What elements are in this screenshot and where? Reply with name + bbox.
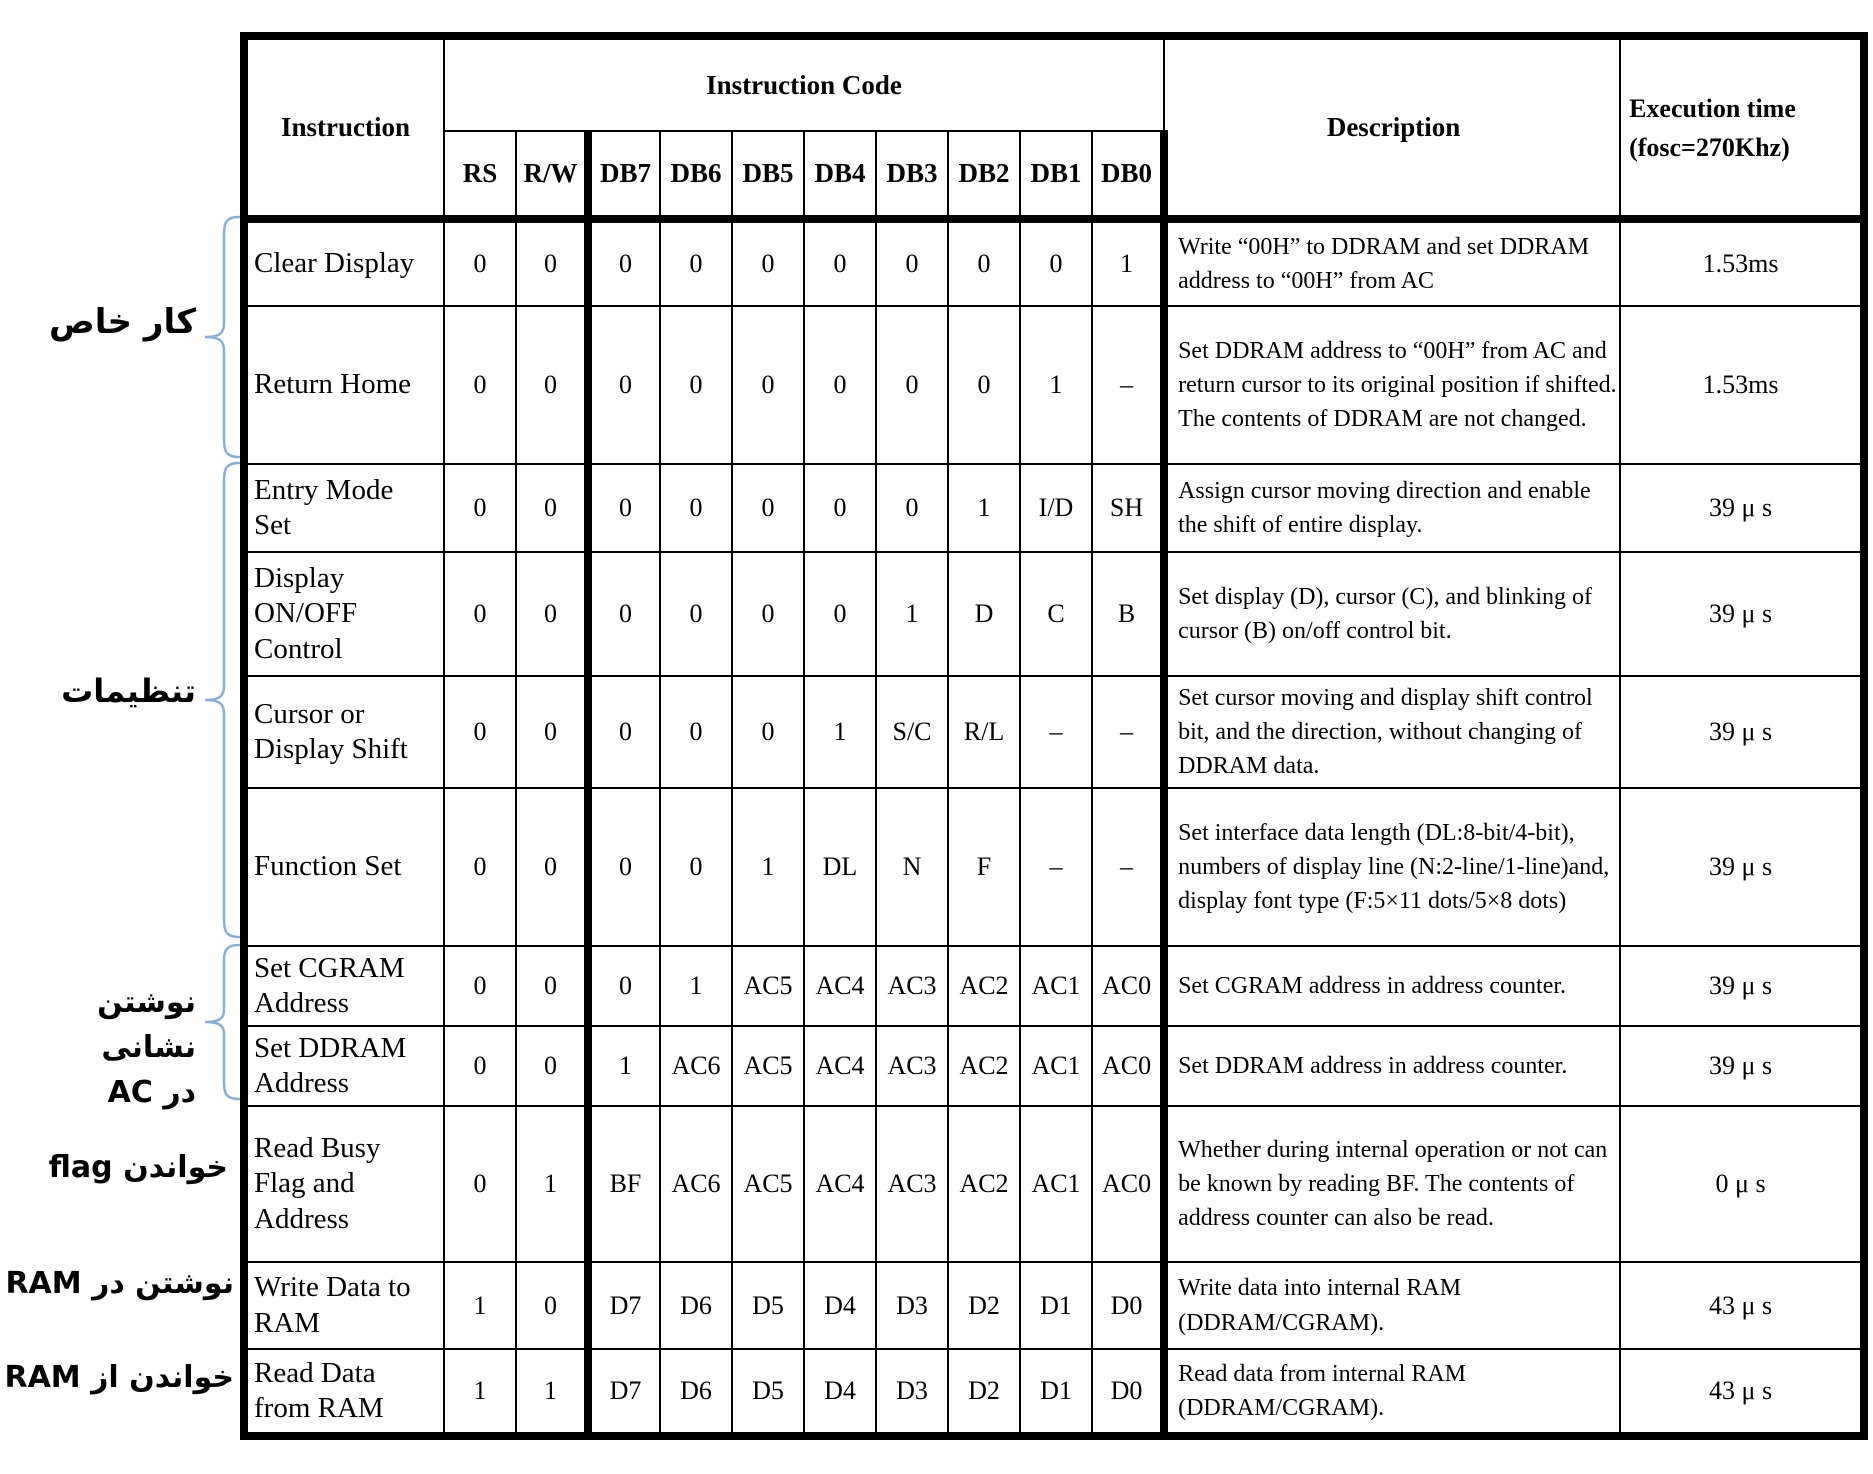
description-cell: Whether during internal operation or not can be known by reading BF. The contents of address counter can also be read.	[1164, 1106, 1620, 1262]
bit-db3: D3	[876, 1262, 948, 1349]
instruction-name: Read Data from RAM	[244, 1349, 444, 1436]
bit-db4: 0	[804, 552, 876, 676]
bit-db5: 1	[732, 788, 804, 946]
bit-db0: –	[1092, 306, 1164, 464]
bit-db1: AC1	[1020, 1026, 1092, 1106]
bit-rw: 0	[516, 946, 588, 1026]
bit-db5: 0	[732, 552, 804, 676]
bit-db7: 0	[588, 552, 660, 676]
bit-db0: –	[1092, 676, 1164, 788]
bit-db2: R/L	[948, 676, 1020, 788]
bit-db0: D0	[1092, 1349, 1164, 1436]
bit-header-db6: DB6	[660, 131, 732, 219]
bit-db2: 0	[948, 306, 1020, 464]
annotation-write-address	[0, 980, 196, 1115]
bit-rw: 0	[516, 676, 588, 788]
bit-db2: F	[948, 788, 1020, 946]
description-cell: Set DDRAM address in address counter.	[1164, 1026, 1620, 1106]
bit-rw: 1	[516, 1106, 588, 1262]
description-cell: Set display (D), cursor (C), and blinking of cursor (B) on/off control bit.	[1164, 552, 1620, 676]
description-cell: Assign cursor moving direction and enable the shift of entire display.	[1164, 464, 1620, 552]
bit-db6: 0	[660, 552, 732, 676]
bit-header-db5: DB5	[732, 131, 804, 219]
table-row	[244, 306, 1864, 464]
bit-header-db2: DB2	[948, 131, 1020, 219]
execution-time-cell: 0 μ s	[1620, 1106, 1864, 1262]
instruction-name: Return Home	[244, 306, 444, 464]
description-cell: Write “00H” to DDRAM and set DDRAM address to “00H” from AC	[1164, 219, 1620, 306]
bit-db2: D2	[948, 1349, 1020, 1436]
bit-header-db1: DB1	[1020, 131, 1092, 219]
bit-db0: –	[1092, 788, 1164, 946]
bit-rs: 0	[444, 676, 516, 788]
table-row	[244, 1262, 1864, 1349]
curly-brace-write-address	[198, 942, 242, 1102]
description-header: Description	[1164, 36, 1620, 219]
bit-db1: 1	[1020, 306, 1092, 464]
bit-rw: 0	[516, 306, 588, 464]
bit-db5: 0	[732, 676, 804, 788]
instruction-code-header: Instruction Code	[444, 36, 1164, 131]
execution-time-cell: 43 μ s	[1620, 1262, 1864, 1349]
bit-rs: 0	[444, 1026, 516, 1106]
bit-header-rs: RS	[444, 131, 516, 219]
bit-db4: AC4	[804, 1026, 876, 1106]
bit-db0: 1	[1092, 219, 1164, 306]
bit-db1: D1	[1020, 1262, 1092, 1349]
bit-db3: 0	[876, 464, 948, 552]
bit-db7: BF	[588, 1106, 660, 1262]
instruction-name: Write Data to RAM	[244, 1262, 444, 1349]
bit-header-db7: DB7	[588, 131, 660, 219]
bit-db6: AC6	[660, 1106, 732, 1262]
bit-db7: D7	[588, 1349, 660, 1436]
bit-rw: 0	[516, 219, 588, 306]
bit-rs: 1	[444, 1349, 516, 1436]
bit-rs: 1	[444, 1262, 516, 1349]
bit-db6: AC6	[660, 1026, 732, 1106]
bit-rs: 0	[444, 219, 516, 306]
annotation-read-ram: خواندن از RAM	[4, 1360, 234, 1395]
bit-db7: 0	[588, 464, 660, 552]
bit-db2: 0	[948, 219, 1020, 306]
bit-db6: 0	[660, 788, 732, 946]
instruction-table	[240, 32, 1868, 1440]
bit-db3: AC3	[876, 1106, 948, 1262]
bit-db5: D5	[732, 1349, 804, 1436]
bit-rs: 0	[444, 552, 516, 676]
bit-db4: 0	[804, 219, 876, 306]
bit-db5: D5	[732, 1262, 804, 1349]
bit-db5: 0	[732, 464, 804, 552]
annotation-read-flag: خواندن flag	[48, 1150, 228, 1185]
bit-db1: 0	[1020, 219, 1092, 306]
bit-db1: D1	[1020, 1349, 1092, 1436]
bit-rs: 0	[444, 464, 516, 552]
bit-db0: B	[1092, 552, 1164, 676]
bit-rs: 0	[444, 1106, 516, 1262]
bit-rw: 0	[516, 1026, 588, 1106]
execution-time-cell: 39 μ s	[1620, 946, 1864, 1026]
bit-db0: AC0	[1092, 1026, 1164, 1106]
execution-time-cell: 43 μ s	[1620, 1349, 1864, 1436]
bit-db6: 0	[660, 676, 732, 788]
bit-db2: D2	[948, 1262, 1020, 1349]
curly-brace-settings	[198, 460, 242, 940]
bit-header-db4: DB4	[804, 131, 876, 219]
table-row	[244, 1106, 1864, 1262]
bit-db6: 0	[660, 306, 732, 464]
table-row	[244, 1349, 1864, 1436]
instruction-name: Clear Display	[244, 219, 444, 306]
bit-db5: AC5	[732, 946, 804, 1026]
bit-db2: D	[948, 552, 1020, 676]
bit-db6: 0	[660, 464, 732, 552]
annotation-write-address-line2: در AC	[107, 1075, 196, 1110]
bit-db7: D7	[588, 1262, 660, 1349]
annotation-write-ram: نوشتن در RAM	[5, 1266, 234, 1301]
annotation-special-task: کار خاص	[49, 302, 196, 342]
execution-time-cell: 1.53ms	[1620, 219, 1864, 306]
description-cell: Write data into internal RAM (DDRAM/CGRAM).	[1164, 1262, 1620, 1349]
bit-header-db0: DB0	[1092, 131, 1164, 219]
bit-db3: AC3	[876, 946, 948, 1026]
execution-time-cell: 39 μ s	[1620, 1026, 1864, 1106]
bit-db3: N	[876, 788, 948, 946]
bit-db1: I/D	[1020, 464, 1092, 552]
header-row-top	[244, 36, 1864, 131]
bit-db0: AC0	[1092, 1106, 1164, 1262]
bit-db3: AC3	[876, 1026, 948, 1106]
execution-time-cell: 1.53ms	[1620, 306, 1864, 464]
bit-rw: 0	[516, 552, 588, 676]
table-row	[244, 788, 1864, 946]
bit-rw: 0	[516, 788, 588, 946]
curly-brace-special-task	[198, 214, 242, 460]
bit-db2: AC2	[948, 946, 1020, 1026]
execution-time-header	[1620, 36, 1864, 219]
instruction-name: Set CGRAM Address	[244, 946, 444, 1026]
annotation-write-address-line1: نوشتن نشانی	[97, 985, 196, 1065]
bit-db3: 0	[876, 306, 948, 464]
description-cell: Set cursor moving and display shift control bit, and the direction, without changing of DDRAM data.	[1164, 676, 1620, 788]
bit-db5: AC5	[732, 1026, 804, 1106]
bit-rs: 0	[444, 946, 516, 1026]
table-row	[244, 219, 1864, 306]
instruction-name: Set DDRAM Address	[244, 1026, 444, 1106]
bit-db1: –	[1020, 788, 1092, 946]
description-cell: Set CGRAM address in address counter.	[1164, 946, 1620, 1026]
bit-rs: 0	[444, 306, 516, 464]
bit-db4: 0	[804, 306, 876, 464]
instruction-name: Function Set	[244, 788, 444, 946]
bit-db1: C	[1020, 552, 1092, 676]
bit-db4: D4	[804, 1262, 876, 1349]
bit-header-rw: R/W	[516, 131, 588, 219]
bit-db5: 0	[732, 219, 804, 306]
instruction-header: Instruction	[244, 36, 444, 219]
table-row	[244, 946, 1864, 1026]
bit-db4: D4	[804, 1349, 876, 1436]
bit-db4: AC4	[804, 1106, 876, 1262]
instruction-name: Display ON/OFF Control	[244, 552, 444, 676]
bit-db0: D0	[1092, 1262, 1164, 1349]
bit-db6: D6	[660, 1349, 732, 1436]
bit-db3: S/C	[876, 676, 948, 788]
bit-db3: D3	[876, 1349, 948, 1436]
description-cell: Set DDRAM address to “00H” from AC and return cursor to its original position if shifted. The contents of DDRAM are not changed.	[1164, 306, 1620, 464]
bit-rw: 0	[516, 1262, 588, 1349]
bit-header-db3: DB3	[876, 131, 948, 219]
bit-db1: AC1	[1020, 1106, 1092, 1262]
bit-db2: AC2	[948, 1026, 1020, 1106]
instruction-name: Cursor or Display Shift	[244, 676, 444, 788]
bit-db7: 0	[588, 946, 660, 1026]
bit-db7: 0	[588, 676, 660, 788]
bit-db7: 1	[588, 1026, 660, 1106]
bit-rw: 1	[516, 1349, 588, 1436]
description-cell: Read data from internal RAM (DDRAM/CGRAM).	[1164, 1349, 1620, 1436]
bit-db3: 1	[876, 552, 948, 676]
bit-db4: AC4	[804, 946, 876, 1026]
bit-db2: 1	[948, 464, 1020, 552]
bit-db1: AC1	[1020, 946, 1092, 1026]
table-row	[244, 552, 1864, 676]
instruction-name: Read Busy Flag and Address	[244, 1106, 444, 1262]
bit-db2: AC2	[948, 1106, 1020, 1262]
table-row	[244, 1026, 1864, 1106]
bit-db4: 0	[804, 464, 876, 552]
bit-db6: 0	[660, 219, 732, 306]
instruction-name: Entry Mode Set	[244, 464, 444, 552]
bit-db7: 0	[588, 306, 660, 464]
execution-time-header-line1: Execution time	[1629, 93, 1796, 123]
execution-time-cell: 39 μ s	[1620, 464, 1864, 552]
bit-db7: 0	[588, 219, 660, 306]
bit-db4: DL	[804, 788, 876, 946]
bit-db5: AC5	[732, 1106, 804, 1262]
bit-db0: SH	[1092, 464, 1164, 552]
bit-db5: 0	[732, 306, 804, 464]
execution-time-cell: 39 μ s	[1620, 552, 1864, 676]
table-row	[244, 464, 1864, 552]
bit-db6: 1	[660, 946, 732, 1026]
bit-db0: AC0	[1092, 946, 1164, 1026]
bit-db6: D6	[660, 1262, 732, 1349]
execution-time-header-line2: (fosc=270Khz)	[1629, 132, 1790, 162]
bit-db4: 1	[804, 676, 876, 788]
bit-db3: 0	[876, 219, 948, 306]
bit-rs: 0	[444, 788, 516, 946]
table-row	[244, 676, 1864, 788]
description-cell: Set interface data length (DL:8-bit/4-bit), numbers of display line (N:2-line/1-line)and, display font type (F:5×11 dots/5×8 dots)	[1164, 788, 1620, 946]
bit-rw: 0	[516, 464, 588, 552]
execution-time-cell: 39 μ s	[1620, 788, 1864, 946]
execution-time-cell: 39 μ s	[1620, 676, 1864, 788]
annotation-settings: تنظیمات	[61, 672, 196, 710]
bit-db1: –	[1020, 676, 1092, 788]
bit-db7: 0	[588, 788, 660, 946]
